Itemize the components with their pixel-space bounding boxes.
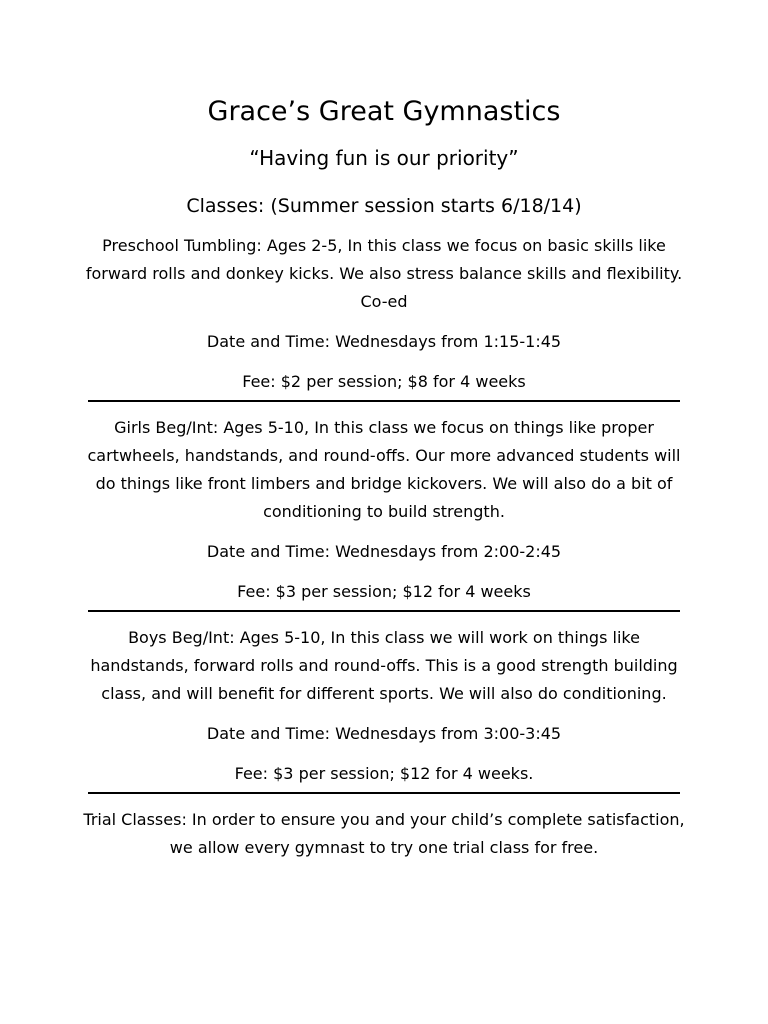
- class-girls-beg-int: [79, 414, 689, 606]
- trial-classes: [79, 806, 689, 862]
- tagline: “Having fun is our priority”: [249, 146, 519, 170]
- class-description: Boys Beg/Int: Ages 5-10, In this class we will work on things like handstands, forward rolls and round-offs. This is a good strength building class, and will benefit for different sports. We will also do conditioning.: [90, 628, 678, 703]
- class-schedule: Date and Time: Wednesdays from 3:00-3:45: [206, 724, 562, 743]
- class-description: Girls Beg/Int: Ages 5-10, In this class we focus on things like proper cartwheels, handstands, and round-offs. Our more advanced students will do things like front limbers and bridge kickovers. We will also do a bit of conditioning to build strength.: [87, 418, 681, 521]
- classes-heading: Classes: (Summer session starts 6/18/14): [186, 195, 582, 217]
- class-fee: Fee: $3 per session; $12 for 4 weeks: [237, 582, 531, 601]
- class-fee: Fee: $3 per session; $12 for 4 weeks.: [234, 764, 534, 783]
- section-divider: [88, 792, 680, 794]
- section-divider: [88, 400, 680, 402]
- trial-classes-text: Trial Classes: In order to ensure you and your child’s complete satisfaction, we allow every gymnast to try one trial class for free.: [83, 810, 685, 857]
- class-preschool-tumbling: [79, 232, 689, 396]
- class-boys-beg-int: [79, 624, 689, 788]
- class-schedule: Date and Time: Wednesdays from 2:00-2:45: [206, 542, 562, 561]
- page-title: Grace’s Great Gymnastics: [207, 96, 561, 127]
- section-divider: [88, 610, 680, 612]
- class-schedule: Date and Time: Wednesdays from 1:15-1:45: [206, 332, 562, 351]
- class-fee: Fee: $2 per session; $8 for 4 weeks: [242, 372, 526, 391]
- class-description: Preschool Tumbling: Ages 2-5, In this class we focus on basic skills like forward rolls and donkey kicks. We also stress balance skills and flexibility. Co-ed: [85, 236, 683, 311]
